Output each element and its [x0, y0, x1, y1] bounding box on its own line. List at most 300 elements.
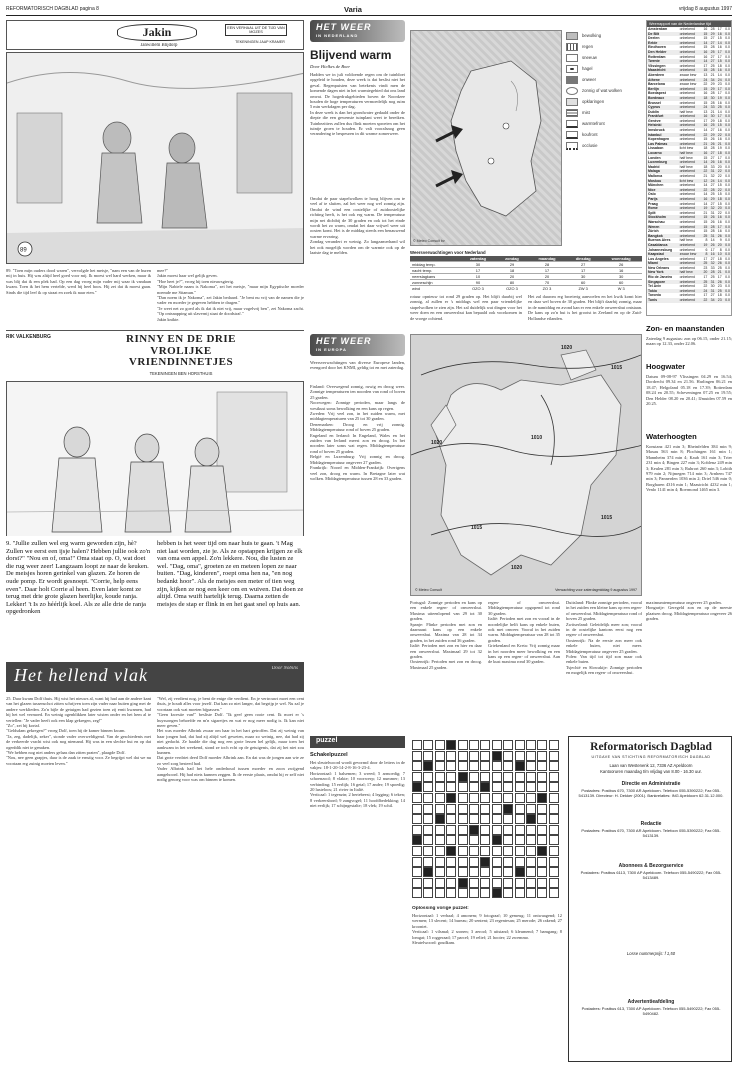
puzzle-cell[interactable] — [423, 793, 433, 803]
city-name: Los Angeles — [648, 256, 669, 261]
puzzle-cell[interactable] — [412, 878, 422, 888]
puzzle-cell[interactable] — [515, 835, 525, 845]
city-value: half bew — [679, 164, 693, 169]
puzzle-cell[interactable] — [549, 888, 559, 898]
puzzle-cell[interactable] — [469, 751, 479, 761]
puzzle-cell[interactable] — [480, 857, 490, 867]
puzzle-cell[interactable] — [412, 804, 422, 814]
puzzle-cell[interactable] — [446, 751, 456, 761]
puzzle-cell[interactable] — [446, 825, 456, 835]
puzzle-cell[interactable] — [503, 846, 513, 856]
puzzle-cell[interactable] — [537, 867, 547, 877]
puzzle-cell[interactable] — [435, 782, 445, 792]
puzzle-cell[interactable] — [492, 878, 502, 888]
city-value: onbekend — [679, 68, 702, 73]
puzzle-cell[interactable] — [480, 888, 490, 898]
city-value: 23 — [717, 284, 722, 289]
city-value: 17 — [716, 225, 723, 230]
puzzle-cell[interactable] — [526, 814, 536, 824]
city-name: Split — [648, 210, 656, 215]
cell: 30 — [600, 274, 642, 280]
puzzle-cell[interactable] — [503, 814, 513, 824]
puzzle-cell[interactable] — [515, 772, 525, 782]
puzzle-cell[interactable] — [549, 772, 559, 782]
puzzle-cell[interactable] — [446, 761, 456, 771]
rinny-byline: RIK VALKENBURG — [6, 334, 51, 340]
puzzle-cell[interactable] — [526, 835, 536, 845]
puzzle-cell[interactable] — [549, 761, 559, 771]
city-value: 0.0 — [723, 234, 731, 239]
city-value: onbekend — [679, 298, 702, 303]
puzzle-cell[interactable] — [526, 857, 536, 867]
europe-intro: Weersverwachtingen van diverse Europese landen, evengoed door het KNMI, geldig tot en met zaterdag. — [310, 360, 405, 371]
puzzle-cell[interactable] — [515, 751, 525, 761]
puzzle-cell[interactable] — [458, 751, 468, 761]
puzzle-cell[interactable] — [492, 888, 502, 898]
puzzle-cell[interactable] — [492, 782, 502, 792]
puzzle-cell[interactable] — [537, 782, 547, 792]
city-value: 14 — [703, 192, 708, 197]
puzzle-cell[interactable] — [458, 825, 468, 835]
puzzle-cell[interactable] — [423, 782, 433, 792]
puzzle-cell[interactable] — [469, 878, 479, 888]
city-value: 27 — [710, 128, 715, 133]
puzzle-cell[interactable] — [526, 888, 536, 898]
puzzle-cell[interactable] — [446, 888, 456, 898]
puzzle-cell[interactable] — [412, 825, 422, 835]
puzzle-cell[interactable] — [435, 857, 445, 867]
puzzle-cell[interactable] — [526, 793, 536, 803]
puzzle-cell[interactable] — [412, 888, 422, 898]
city-value: 8 — [719, 247, 722, 252]
puzzle-cell[interactable] — [446, 835, 456, 845]
puzzle-cell[interactable] — [458, 772, 468, 782]
puzzle-cell[interactable] — [458, 761, 468, 771]
puzzle-cell[interactable] — [423, 867, 433, 877]
puzzle-cell[interactable] — [423, 835, 433, 845]
city-name: Praag — [648, 201, 658, 206]
puzzle-cell[interactable] — [423, 751, 433, 761]
city-row — [647, 105, 731, 110]
europe-text1: Finland: Overwegend zonnig, ruwig en droog weer. Zonnige temperaturen ten noorden van rond of boven 25 graden. Noorwegen: Zonnige perioden, maar langs de westkust soms bewolking en een kans op regen. Zweden: Vrij veel zon, in het zuiden warm, met middagtemperaturen van 25 tot 30 graden. Denemarken: Droog en vrij zonnig. Middagtemperatuur rond of boven 25 graden. Engeland en Ierland: In Engeland, Wales en het zuiden van Ierland meest zon en droog. In het noorden later soms wat regen. Middagtemperatuur rond of boven 25 graden. België en Luxemburg: Vrij zonnig en droog. Middagtemperatuur ongeveer 27 graden. Frankrijk: Noord en Midden-Frankrijk: Overigens veel zon, droog en warm. In Bretagne later wat wolken. Middagtemperatuur tussen 28 en 33 graden. — [310, 384, 405, 481]
puzzle-cell[interactable] — [458, 804, 468, 814]
forecast-col: zondag — [496, 256, 528, 262]
rinny-title-line1: RINNY EN DE DRIE — [126, 334, 236, 345]
cell: 60 — [566, 280, 600, 286]
city-value: 0.0 — [723, 160, 731, 165]
puzzle-cell[interactable] — [458, 846, 468, 856]
puzzle-cell[interactable] — [503, 867, 513, 877]
jakin-title-panel — [6, 20, 304, 50]
puzzle-cell[interactable] — [492, 751, 502, 761]
city-value: 19 — [716, 96, 723, 101]
city-value: 22 — [701, 188, 708, 193]
puzzle-cell[interactable] — [515, 782, 525, 792]
legend-label: regen — [582, 44, 593, 49]
puzzle-cell[interactable] — [549, 825, 559, 835]
puzzle-cell[interactable] — [435, 825, 445, 835]
city-value: 30 — [710, 284, 715, 289]
puzzle-cell[interactable] — [492, 814, 502, 824]
puzzle-cell[interactable] — [515, 888, 525, 898]
city-name: Moskou — [647, 179, 679, 184]
city-name: Frankfurt — [647, 114, 679, 119]
cell: 30 — [460, 262, 496, 268]
puzzle-cell[interactable] — [469, 782, 479, 792]
puzzle-cell[interactable] — [503, 878, 513, 888]
puzzle-cell[interactable] — [412, 846, 422, 856]
city-value: 8 — [705, 238, 708, 243]
puzzle-cell[interactable] — [515, 878, 525, 888]
puzzle-cell[interactable] — [458, 888, 468, 898]
rinny-text-col2: hebben is het weer tijd om naar huis te gaan. 't Mag niet laat worden, zie je. Als ze opstappen krijgen ze elk van oma een appel. Zo'n lekkere. Nou, die lusten ze wel. "Dag, oma", groeten ze en meteen lopen ze naar buiten. "Dag, kinderen", roept oma hen na, "en nog bedankt hoor". Als de meisjes een meter of tien weg zijn, kijken ze nog een keer om en wuiven. Dat doen ze altijd. Oma wuift hartelijk terug. Daarna zetten de meisjes de stap er flink in en het gaat snel op huis aan. — [157, 540, 304, 608]
puzzle-cell[interactable] — [458, 782, 468, 792]
puzzle-cell[interactable] — [469, 888, 479, 898]
puzzle-cell[interactable] — [446, 772, 456, 782]
puzzle-cell[interactable] — [537, 761, 547, 771]
puzzle-cell[interactable] — [537, 804, 547, 814]
puzzle-cell[interactable] — [526, 867, 536, 877]
puzzle-cell[interactable] — [515, 825, 525, 835]
puzzle-cell[interactable] — [469, 825, 479, 835]
puzzle-cell[interactable] — [492, 846, 502, 856]
puzzle-cell[interactable] — [423, 878, 433, 888]
puzzle-cell[interactable] — [435, 793, 445, 803]
puzzle-cell[interactable] — [537, 814, 547, 824]
clearing-icon — [566, 98, 578, 106]
puzzle-cell[interactable] — [412, 751, 422, 761]
puzzle-cell[interactable] — [469, 857, 479, 867]
cell: 80 — [496, 280, 528, 286]
cell: zonneschijn — [410, 280, 460, 286]
puzzle-cell[interactable] — [458, 740, 468, 750]
puzzle-cell[interactable] — [423, 772, 433, 782]
puzzle-cell[interactable] — [537, 888, 547, 898]
puzzle-cell[interactable] — [435, 751, 445, 761]
puzzle-cell[interactable] — [446, 867, 456, 877]
puzzle-cell[interactable] — [492, 772, 502, 782]
puzzle-cell[interactable] — [537, 835, 547, 845]
city-name: Parijs — [647, 197, 679, 202]
puzzle-cell[interactable] — [480, 878, 490, 888]
city-value: 30 — [708, 96, 715, 101]
puzzle-cell[interactable] — [458, 867, 468, 877]
europe-text2: Portugal: Zonnige perioden en kans op een enkele regen- of onweersbui. Maxima uiteenlopend van 29 tot 30 graden. Spanje: Flinke perioden met zon en daarnaast kans op een enkele onweersbui. Maxima van 28 tot 34 graden, in het zuiden rond 36 graden. Italië: Perioden met zon en hier en daar een onweersbui. Maximaal 29 tot 32 graden. Oostenrijk: Perioden met zon en droog. Maximaal 25 graden. — [410, 600, 482, 670]
city-value: half bew — [679, 151, 702, 156]
city-value: 0.0 — [725, 146, 730, 151]
cell: neerslagkans — [410, 274, 460, 280]
puzzle-cell[interactable] — [503, 761, 513, 771]
puzzle-cell[interactable] — [549, 740, 559, 750]
city-value: 18 — [717, 63, 722, 68]
puzzle-cell[interactable] — [480, 740, 490, 750]
puzzle-cell[interactable] — [412, 772, 422, 782]
puzzle-cell[interactable] — [412, 782, 422, 792]
puzzel-text: Het sleutelwoord wordt gevormd door de letters in de vakjes: 18-1-20-14-2-8-16-3-23-4. Horizontaal: 1 balsemen; 3 wreed; 5 armoedig; 7 schoenzool; 8 vlakte; 10 voorwerp; 12 nummer; 13 verbinding; 15 eerlijk; 16 getal; 17 ander; 19 spoedig; 20 lusteloos; 21 rivier in Italië. Verticaal: 1 tegenzin; 2 hertebeest; 4 legging; 6 teken; 8 verkeersbord; 9 zangvogel; 11 hoofdbedekking; 14 niet eerlijk; 17 schijngestalte; 18 vlek; 19 schil. — [310, 760, 405, 809]
legend-sneeuw — [566, 52, 642, 63]
puzzle-cell[interactable] — [492, 793, 502, 803]
puzzle-cell[interactable] — [458, 793, 468, 803]
city-temps-header: Weerrapport van de Nederlandse tijd — [647, 21, 731, 27]
puzzle-cell[interactable] — [549, 751, 559, 761]
puzzle-cell[interactable] — [549, 793, 559, 803]
puzzle-cell[interactable] — [492, 804, 502, 814]
legend-label: occlusie — [582, 143, 598, 148]
city-value: 0.0 — [725, 164, 730, 169]
puzzle-cell[interactable] — [515, 857, 525, 867]
city-value: 0.0 — [725, 128, 730, 133]
puzzle-cell[interactable] — [480, 814, 490, 824]
puzzle-cell[interactable] — [549, 857, 559, 867]
puzzle-cell[interactable] — [503, 751, 513, 761]
puzzle-cell[interactable] — [480, 867, 490, 877]
puzzle-cell[interactable] — [537, 793, 547, 803]
puzzle-cell[interactable] — [435, 814, 445, 824]
colofon-sec4-title: Advertentieafdeling — [627, 999, 675, 1005]
city-name: Miami — [647, 261, 679, 266]
puzzle-cell[interactable] — [526, 782, 536, 792]
city-value: 0.0 — [725, 82, 730, 87]
puzzle-cell[interactable] — [480, 804, 490, 814]
puzzle-cell[interactable] — [446, 878, 456, 888]
puzzle-cell[interactable] — [480, 761, 490, 771]
puzzle-cell[interactable] — [435, 761, 445, 771]
puzzle-cell[interactable] — [446, 814, 456, 824]
city-value: onbekend — [679, 293, 695, 298]
city-value: onbekend — [679, 41, 702, 46]
puzzle-cell[interactable] — [423, 804, 433, 814]
cold-front-icon — [566, 131, 578, 139]
puzzle-cell[interactable] — [458, 857, 468, 867]
city-name: Locarno — [647, 151, 679, 156]
puzzle-cell[interactable] — [503, 793, 513, 803]
puzzle-cell[interactable] — [526, 772, 536, 782]
forecast-title: Weersverwachtingen voor Nederland — [410, 250, 486, 255]
puzzle-cell[interactable] — [435, 878, 445, 888]
puzzle-cell[interactable] — [515, 740, 525, 750]
city-value: zwaar bew — [679, 252, 702, 257]
puzzle-cell[interactable] — [435, 835, 445, 845]
puzzle-cell[interactable] — [446, 857, 456, 867]
city-value: 20 — [717, 164, 722, 169]
puzzle-cell[interactable] — [503, 835, 513, 845]
puzzle-cell[interactable] — [412, 835, 422, 845]
puzzle-cell[interactable] — [480, 751, 490, 761]
puzzle-cell[interactable] — [526, 846, 536, 856]
city-value: 31 — [708, 280, 715, 285]
puzzle-cell[interactable] — [526, 804, 536, 814]
puzzle-cell[interactable] — [423, 761, 433, 771]
city-value: 29 — [710, 82, 715, 87]
puzzle-cell[interactable] — [492, 867, 502, 877]
city-value: 0.0 — [723, 298, 731, 303]
city-value: 25 — [701, 234, 708, 239]
city-value: 17 — [717, 54, 722, 59]
city-value: 28 — [710, 229, 715, 234]
puzzle-cell[interactable] — [492, 825, 502, 835]
puzzle-cell[interactable] — [537, 857, 547, 867]
puzzle-cell[interactable] — [537, 846, 547, 856]
puzzle-cell[interactable] — [526, 751, 536, 761]
puzzle-cell[interactable] — [537, 878, 547, 888]
puzzle-cell[interactable] — [503, 804, 513, 814]
puzzle-cell[interactable] — [503, 857, 513, 867]
puzzle-cell[interactable] — [435, 888, 445, 898]
city-value: onbekend — [679, 183, 695, 188]
legend-label: koufront — [582, 132, 598, 137]
city-value: onbekend — [679, 284, 695, 289]
puzzle-cell[interactable] — [412, 857, 422, 867]
weer-text3: rotuur opnieuw tot rond 29 graden op. Het blijft daarbij wel zonnig, al zullen er 's middags wel een paar vriendelijke stapelwolken te zien zijn. Het zal duidelijk wat dingen voor het weer doen en een onweersbui kan bepaald ook voorkomen in de vroege ochtend. — [410, 294, 522, 321]
puzzle-cell[interactable] — [435, 867, 445, 877]
puzzle-cell[interactable] — [446, 782, 456, 792]
city-value: 15 — [701, 68, 708, 73]
puzzle-cell[interactable] — [423, 740, 433, 750]
puzzle-cell[interactable] — [515, 846, 525, 856]
puzzle-cell[interactable] — [492, 740, 502, 750]
puzzle-cell[interactable] — [469, 867, 479, 877]
puzzle-cell[interactable] — [515, 761, 525, 771]
puzzle-cell[interactable] — [526, 761, 536, 771]
puzzle-cell[interactable] — [503, 825, 513, 835]
puzzle-cell[interactable] — [469, 846, 479, 856]
puzzle-cell[interactable] — [435, 740, 445, 750]
city-value: 15 — [716, 59, 723, 64]
puzzle-cell[interactable] — [423, 888, 433, 898]
city-name: Kopenhagen — [648, 137, 670, 142]
puzzle-cell[interactable] — [537, 740, 547, 750]
puzzle-cell[interactable] — [537, 772, 547, 782]
city-value: zwaar bew — [679, 82, 697, 87]
puzzle-cell[interactable] — [480, 793, 490, 803]
puzzle-cell[interactable] — [435, 846, 445, 856]
puzzle-cell[interactable] — [526, 825, 536, 835]
city-value: half bew — [679, 270, 702, 275]
colofon-address: Laan van Westenenk 12, 7336 AZ Apeldoorn — [609, 763, 693, 768]
puzzle-cell[interactable] — [503, 782, 513, 792]
city-value: 19 — [701, 243, 708, 248]
puzzle-cell[interactable] — [515, 814, 525, 824]
puzzle-cell[interactable] — [480, 846, 490, 856]
puzzle-cell[interactable] — [526, 740, 536, 750]
puzzle-cell[interactable] — [412, 814, 422, 824]
city-value: 25 — [710, 63, 715, 68]
puzzle-cell[interactable] — [423, 825, 433, 835]
city-value: 0.0 — [723, 215, 731, 220]
weer-author: Door Hielkes de Boer — [310, 64, 351, 69]
city-value: 0.0 — [725, 36, 730, 41]
city-value: onbekend — [679, 45, 695, 50]
puzzle-cell[interactable] — [492, 835, 502, 845]
city-value: 14 — [703, 183, 708, 188]
puzzle-cell[interactable] — [469, 772, 479, 782]
puzzle-cell[interactable] — [549, 835, 559, 845]
puzzle-cell[interactable] — [423, 814, 433, 824]
puzzle-cell[interactable] — [446, 804, 456, 814]
puzzle-cell[interactable] — [469, 814, 479, 824]
city-value: 0.0 — [723, 270, 731, 275]
city-name: Mallorca — [648, 174, 663, 178]
puzzle-cell[interactable] — [549, 814, 559, 824]
puzzle-cell[interactable] — [423, 857, 433, 867]
city-name: Malaga — [647, 169, 679, 174]
cell: 20 — [496, 274, 528, 280]
city-value: 22 — [716, 169, 723, 174]
puzzle-cell[interactable] — [469, 761, 479, 771]
puzzle-cell[interactable] — [537, 825, 547, 835]
puzzle-cell[interactable] — [412, 740, 422, 750]
city-value: 15 — [703, 45, 708, 50]
city-value: 16 — [701, 50, 708, 55]
puzzle-cell[interactable] — [503, 888, 513, 898]
puzzle-cell[interactable] — [435, 772, 445, 782]
city-name: New York — [647, 270, 679, 275]
puzzle-cell[interactable] — [423, 846, 433, 856]
city-value: onbekend — [679, 210, 695, 215]
city-value: 31 — [710, 210, 715, 215]
city-value: 16 — [708, 252, 715, 257]
forecast-table — [410, 256, 642, 290]
puzzle-cell[interactable] — [458, 835, 468, 845]
puzzle-cell[interactable] — [480, 782, 490, 792]
puzzle-cell[interactable] — [503, 772, 513, 782]
weather-legend — [566, 30, 642, 246]
puzzle-cell[interactable] — [469, 740, 479, 750]
puzzle-cell[interactable] — [412, 761, 422, 771]
puzzle-cell[interactable] — [412, 867, 422, 877]
puzzle-cell[interactable] — [412, 793, 422, 803]
puzzle-cell[interactable] — [526, 878, 536, 888]
legend-label: sneeuw — [582, 55, 597, 60]
puzzle-cell[interactable] — [537, 751, 547, 761]
city-value: 19 — [701, 206, 708, 211]
puzzle-cell[interactable] — [446, 793, 456, 803]
puzzle-cell[interactable] — [480, 772, 490, 782]
puzzle-cell[interactable] — [549, 867, 559, 877]
city-value: onbekend — [679, 59, 702, 64]
puzzle-cell[interactable] — [492, 761, 502, 771]
cell: 17 — [566, 268, 600, 274]
city-value: 25 — [708, 123, 715, 128]
city-value: licht bew — [679, 179, 702, 184]
puzzle-cell[interactable] — [503, 740, 513, 750]
puzzle-cell[interactable] — [458, 814, 468, 824]
puzzle-cell[interactable] — [515, 793, 525, 803]
puzzle-cell[interactable] — [549, 878, 559, 888]
hail-icon — [566, 65, 578, 73]
puzzle-cell[interactable] — [492, 857, 502, 867]
puzzle-cell[interactable] — [549, 804, 559, 814]
puzzle-cell[interactable] — [469, 835, 479, 845]
puzzle-cell[interactable] — [446, 846, 456, 856]
puzzle-cell[interactable] — [515, 804, 525, 814]
city-value: onbekend — [679, 96, 702, 101]
city-value: 16 — [701, 197, 708, 202]
puzzle-cell[interactable] — [469, 804, 479, 814]
city-value: zwaar bew — [679, 72, 697, 77]
puzzle-cell[interactable] — [515, 867, 525, 877]
city-value: onbekend — [679, 174, 695, 178]
puzzle-cell[interactable] — [480, 825, 490, 835]
puzzle-cell[interactable] — [549, 846, 559, 856]
puzzle-cell[interactable] — [480, 835, 490, 845]
puzzle-cell[interactable] — [458, 878, 468, 888]
puzzle-cell[interactable] — [549, 782, 559, 792]
colofon-sec1-title: Directie en Administratie — [621, 781, 681, 787]
puzzle-cell[interactable] — [446, 740, 456, 750]
puzzle-cell[interactable] — [469, 793, 479, 803]
puzzle-cell[interactable] — [435, 804, 445, 814]
